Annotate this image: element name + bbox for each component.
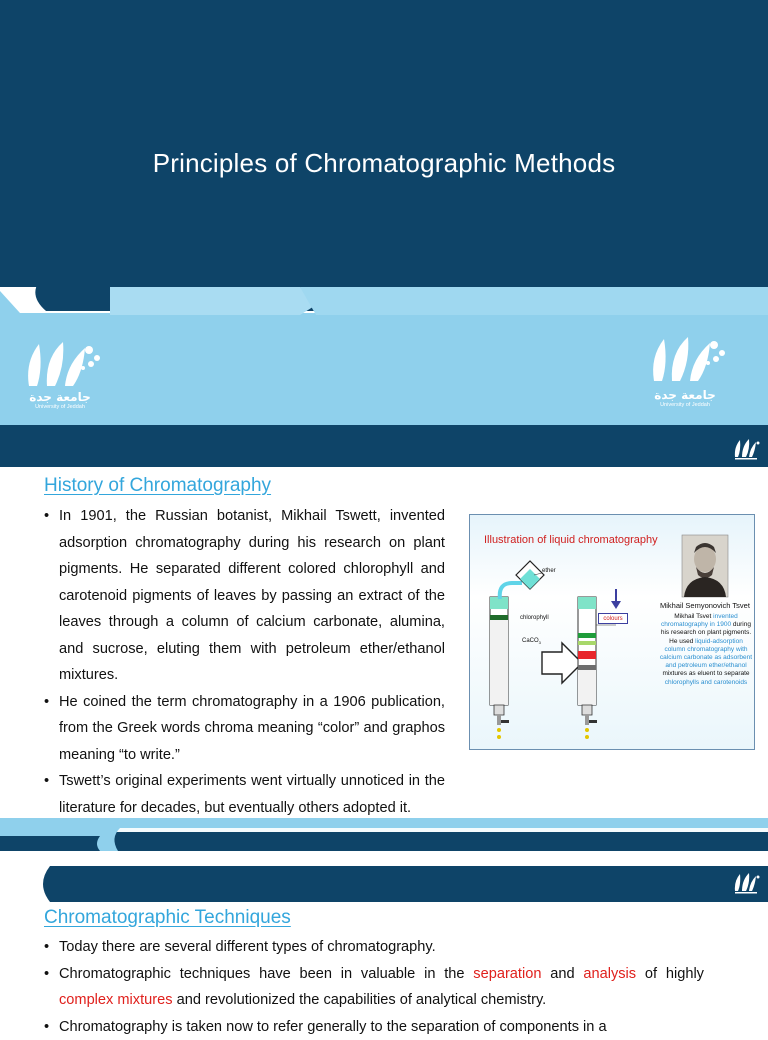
university-emblem-icon <box>640 330 730 386</box>
label-caco3-text: CaCO <box>522 638 539 644</box>
logo-arabic-text: جامعة جدة <box>635 388 735 402</box>
logo-english-text: University of Jeddah <box>10 404 110 411</box>
footer-band <box>0 818 768 851</box>
slide-title: Principles of Chromatographic Methods <box>0 148 768 179</box>
university-logo-left <box>10 338 110 411</box>
highlight-complex-mixtures: complex mixtures <box>59 992 173 1008</box>
bullet-item: • Today there are several different types of chromatography. <box>44 934 704 961</box>
highlight-separation: separation <box>473 966 541 982</box>
bullet-text: of highly <box>636 966 704 982</box>
bullet-item: • In 1901, the Russian botanist, Mikhail Tswett, invented adsorption chromatography during his research on plant pigments. He separated different colored chlorophyll and carotenoid pigments of leaves by passing an extract of the leaves through a column of calcium carbonate, alumina, and sucrose, eluting them with petroleum ether/ethanol mixtures. <box>44 503 445 689</box>
logo-english-text: University of Jeddah <box>635 402 735 409</box>
section-heading: History of Chromatography <box>44 475 271 497</box>
university-logo-right <box>635 330 735 409</box>
bullet-item: • Tswett’s original experiments went virtually unnoticed in the literature for decades, but eventually others adopted it. <box>44 768 445 821</box>
person-name: Mikhail Semyonovich Tsvet <box>660 601 750 610</box>
logo-arabic-text: جامعة جدة <box>10 390 110 404</box>
label-ether: ether <box>542 568 556 574</box>
figure-title: Illustration of liquid chromatography <box>484 534 658 546</box>
history-slide <box>0 433 768 851</box>
small-university-logo-icon <box>731 871 761 895</box>
bullet-item: • He coined the term chromatography in a 1906 publication, from the Greek words chroma meaning “color” and graphos meaning “to write.” <box>44 689 445 769</box>
small-university-logo-icon <box>731 437 761 461</box>
bullet-text: and <box>541 966 583 982</box>
title-slide <box>0 0 768 433</box>
desc-text: Mikhail Tsvet <box>674 613 713 620</box>
desc-text: mixtures as eluent to separate <box>662 670 749 677</box>
bullet-item <box>44 961 704 1014</box>
bullet-list <box>44 503 445 821</box>
highlight-analysis: analysis <box>583 966 636 982</box>
bullet-text: and revolutionized the capabilities of analytical chemistry. <box>173 992 547 1008</box>
chromatography-illustration <box>469 514 755 750</box>
bullet-list <box>44 934 704 1040</box>
figure-description <box>658 613 754 687</box>
university-emblem-icon <box>15 338 105 388</box>
desc-highlight: invented chromatography in 1900 <box>661 613 738 628</box>
label-caco3 <box>522 638 541 645</box>
techniques-slide <box>0 851 768 1024</box>
header-bar <box>0 866 768 902</box>
desc-highlight: liquid-adsorption column chromatography with calcium carbonate as adsorbent and petroleum ether/ethanol <box>660 638 752 670</box>
header-bar <box>0 433 768 467</box>
label-colours: colours <box>598 613 628 624</box>
desc-text: during his research on plant pigments. He used <box>661 621 751 644</box>
section-heading: Chromatographic Techniques <box>44 907 291 929</box>
desc-highlight: chlorophylls and carotenoids <box>665 679 747 686</box>
bullet-text: Chromatographic techniques have been in valuable in the <box>59 966 473 982</box>
label-caco3-subscript: 3 <box>539 640 541 645</box>
label-chlorophyll: chlorophyll <box>520 615 549 621</box>
bullet-item: • Chromatography is taken now to refer generally to the separation of components in a <box>44 1014 704 1040</box>
